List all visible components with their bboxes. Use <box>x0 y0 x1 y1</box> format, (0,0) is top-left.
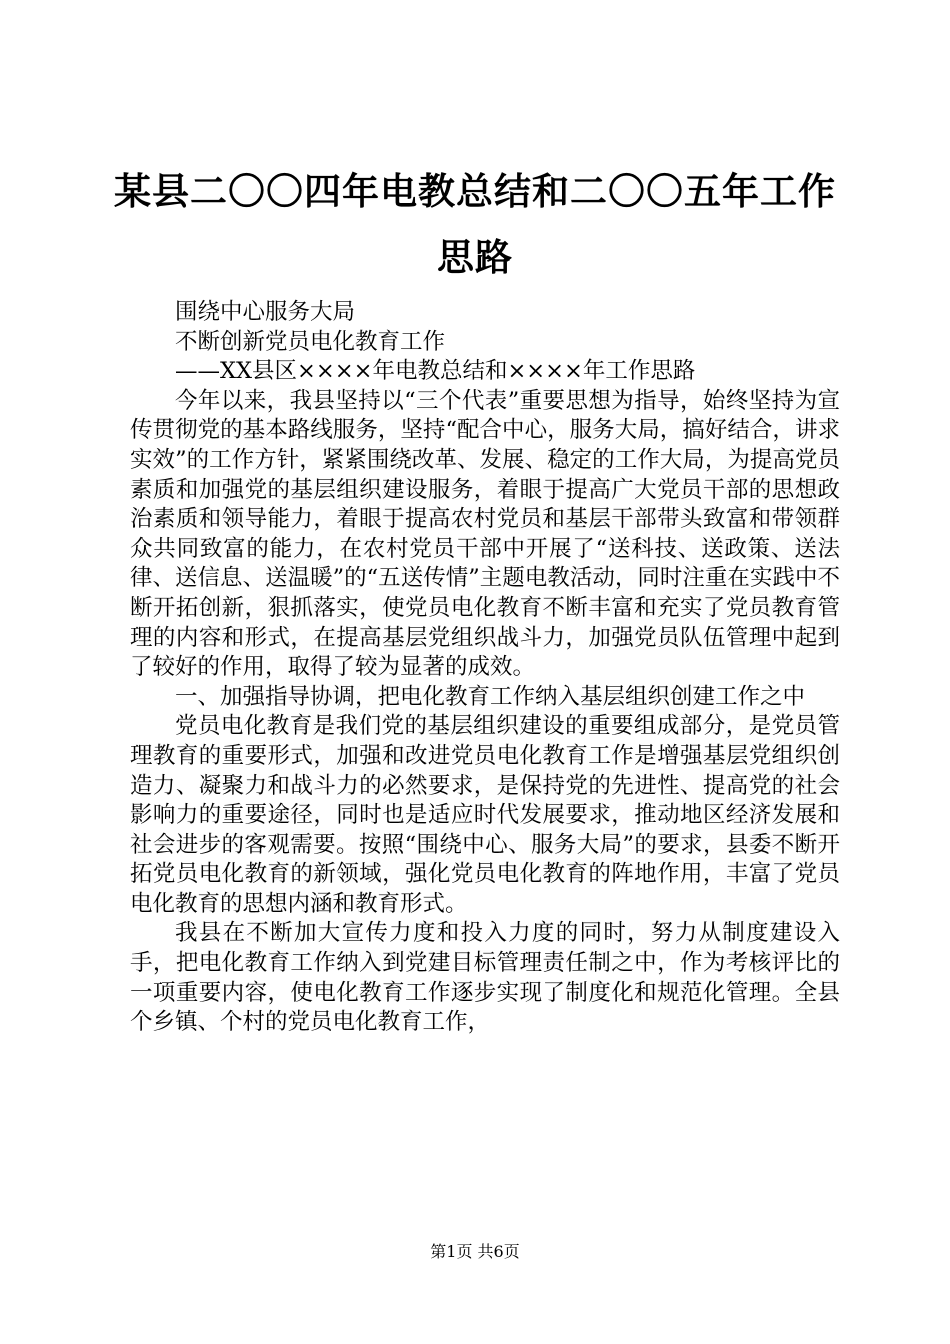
subtitle-line-2: 不断创新党员电化教育工作 <box>175 328 446 355</box>
body-paragraph: 党员电化教育是我们党的基层组织建设的重要组成部分，是党员管理教育的重要形式，加强和改进党员电化教育工作是增强基层党组织创造力、凝聚力和战斗力的必然要求，是保持党的先进性、提高党的社会影响力的重要途径，同时也是适应时代发展要求，推动地区经济发展和社会进步的客观需要。按照“围绕中心、服务大局”的要求，县委不断开拓党员电化教育的新领域，强化党员电化教育的阵地作用，丰富了党员电化教育的思想内涵和教育形式。 <box>130 713 840 917</box>
section-heading: 一、加强指导协调，把电化教育工作纳入基层组织创建工作之中 <box>175 683 806 710</box>
body-paragraph: 我县在不断加大宣传力度和投入力度的同时，努力从制度建设入手，把电化教育工作纳入到党建目标管理责任制之中，作为考核评比的一项重要内容，使电化教育工作逐步实现了制度化和规范化管理。全县个乡镇、个村的党员电化教育工作， <box>130 920 840 1036</box>
page-footer: 第1页 共6页 <box>430 1242 520 1261</box>
document-title: 某县二〇〇四年电教总结和二〇〇五年工作思路 <box>114 169 836 279</box>
document-body <box>130 298 840 1038</box>
subtitle-line-1: 围绕中心服务大局 <box>175 299 356 325</box>
body-paragraph: 今年以来，我县坚持以“三个代表”重要思想为指导，始终坚持为宣传贯彻党的基本路线服务，坚持“配合中心，服务大局，搞好结合，讲求实效”的工作方针，紧紧围绕改革、发展、稳定的工作大局，为提高党员素质和加强党的基层组织建设服务，着眼于提高广大党员干部的思想政治素质和领导能力，着眼于提高农村党员和基层干部带头致富和带领群众共同致富的能力，在农村党员干部中开展了“送科技、送政策、送法律、送信息、送温暖”的“五送传情”主题电教活动，同时注重在实践中不断开拓创新，狠抓落实，使党员电化教育不断丰富和充实了党员教育管理的内容和形式，在提高基层党组织战斗力，加强党员队伍管理中起到了较好的作用，取得了较为显著的成效。 <box>130 387 840 681</box>
subtitle-line-3: ——XX县区××××年电教总结和××××年工作思路 <box>175 358 696 385</box>
